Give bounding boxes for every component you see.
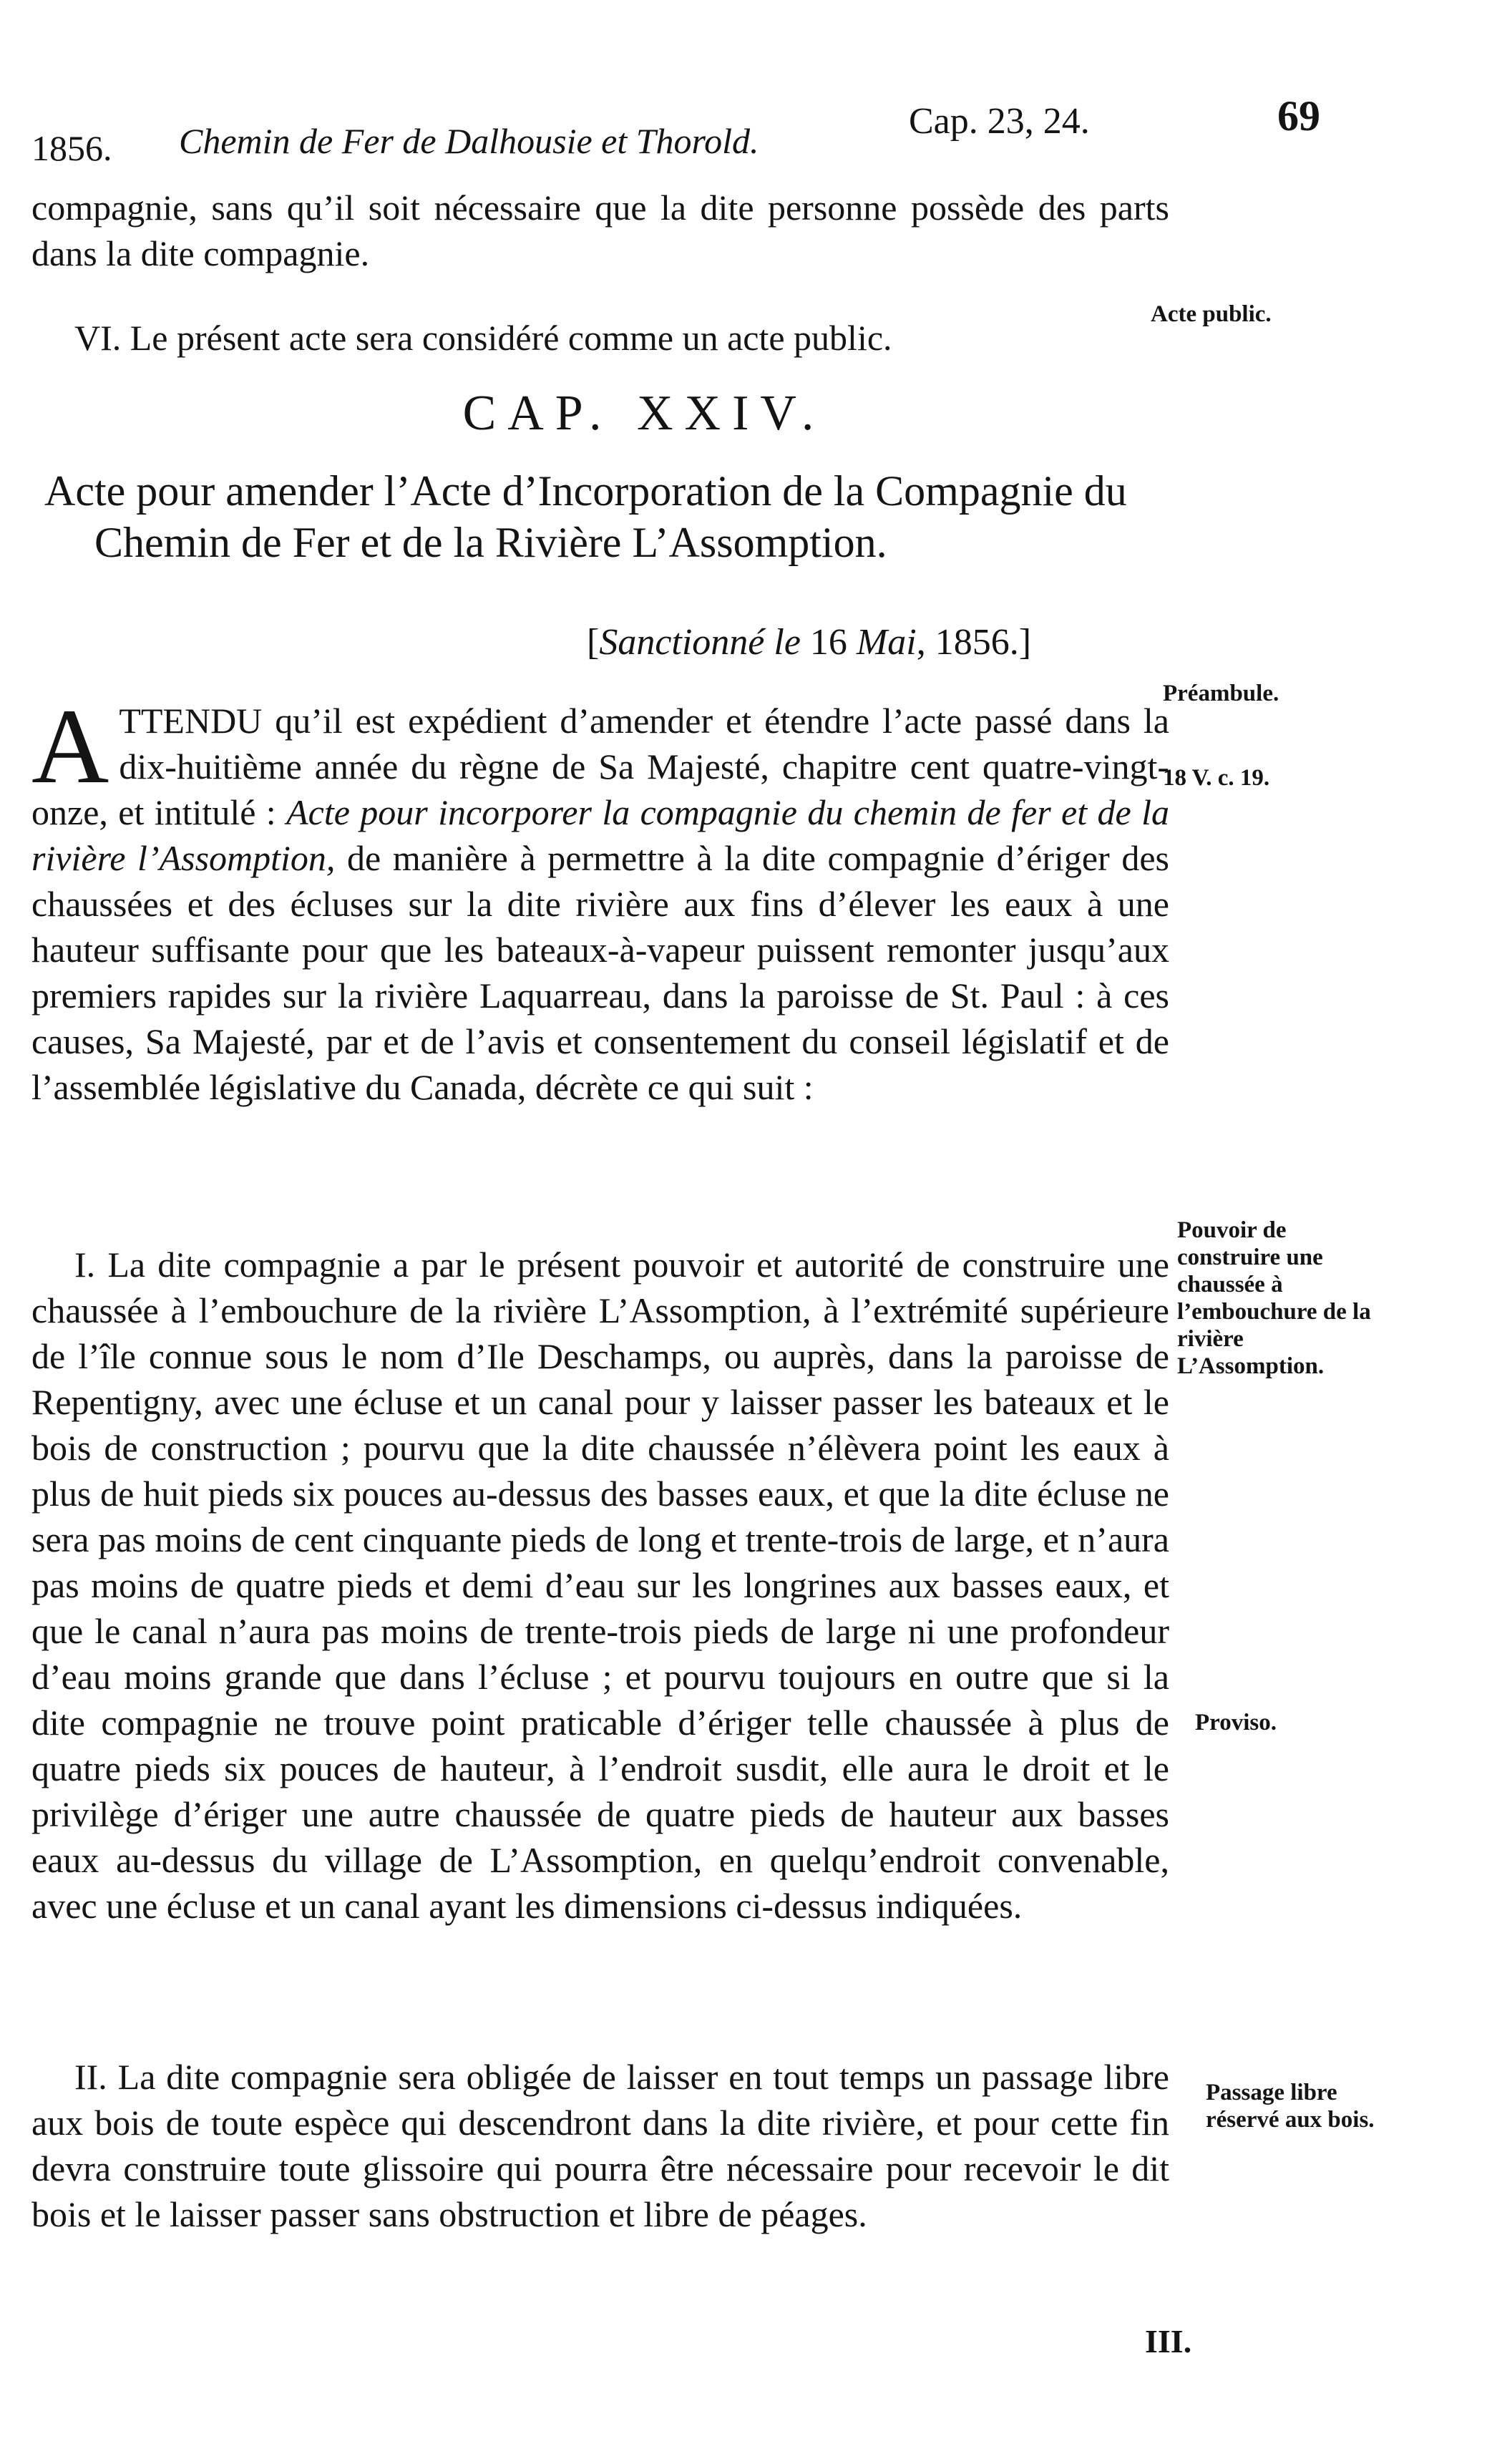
sanction-line [587, 621, 1031, 663]
sanction-year: , 1856.] [916, 622, 1032, 663]
act-title: Acte pour amender l’Acte d’Incorporation de la Compagnie du Chemin de Fer et de la Rivière L’Assomption. [44, 467, 1127, 566]
sanction-day: 16 [800, 622, 857, 663]
sanction-month: Mai [856, 622, 917, 663]
margin-note-acte-public: Acte public. [1151, 301, 1272, 327]
preamble-text-before: TTENDU qu’il est expédient d’amender et étendre l’acte passé dans la dix-huitième année du règne de Sa Majesté, chapitre cent quatre-vingt-onze, et intitulé : [31, 701, 1169, 832]
margin-note-pouvoir: Pouvoir de construire une chaussée à l’embouchure de la rivière L’Assomption. [1177, 1217, 1371, 1379]
sanction-italic: Sanctionné le [599, 622, 801, 663]
header-year: 1856. [31, 128, 112, 168]
margin-note-citation: 18 V. c. 19. [1163, 765, 1270, 791]
header-chapters: Cap. 23, 24. [909, 101, 1090, 142]
page-number: 69 [1277, 92, 1320, 140]
continuation-paragraph: compagnie, sans qu’il soit nécessaire que la dite personne possède des parts dans la dite compagnie. [31, 188, 1169, 273]
catchword: III. [1145, 2323, 1192, 2360]
margin-note-preambule: Préambule. [1163, 681, 1279, 706]
section-vi: VI. Le présent acte sera considéré comme un acte public. [74, 318, 892, 358]
margin-note-proviso: Proviso. [1195, 1710, 1277, 1735]
drop-cap: A [31, 687, 109, 806]
section-i: I. La dite compagnie a par le présent pouvoir et autorité de construire une chaussée à l’embouchure de la rivière L’Assomption, à l’extrémité supérieure de l’île connue sous le nom d’Ile Deschamps, ou auprès, dans la paroisse de Repentigny, avec une écluse et un canal pour y laisser passer les bateaux et le bois de construction ; pourvu que la dite chaussée n’élèvera point les eaux à plus de huit pieds six pouces au-dessus des basses eaux, et que la dite écluse ne sera pas moins de cent cinquante pieds de long et trente-trois de large, et n’aura pas moins de quatre pieds et demi d’eau sur les longrines aux basses eaux, et que le canal n’aura pas moins de trente-trois pieds de large ni une profondeur d’eau moins grande que dans l’écluse ; et pourvu toujours en outre que si la dite compagnie ne trouve point praticable d’ériger telle chaussée à plus de quatre pieds six pouces de hauteur, à l’endroit susdit, elle aura le droit et le privilège d’ériger une autre chaussée de quatre pieds de hauteur aux basses eaux au-dessus du village de L’Assomption, en quelqu’endroit convenable, avec une écluse et un canal ayant les dimensions ci-dessus indiquées. [31, 1245, 1169, 1926]
sanction-open: [ [587, 622, 600, 663]
preamble-cited-act-title: Acte pour incorporer la compagnie du chemin de fer et de la rivière l’Assomption, [31, 792, 1169, 878]
chapter-heading: CAP. XXIV. [462, 386, 826, 441]
preamble-text-after: de manière à permettre à la dite compagnie d’ériger des chaussées et des écluses sur la dite rivière aux fins d’élever les eaux à une hauteur suffisante pour que les bateaux-à-vapeur puissent remonter jusqu’aux premiers rapides sur la rivière Laquarreau, dans la paroisse de St. Paul : à ces causes, Sa Majesté, par et de l’avis et consentement du conseil législatif et de l’assemblée législative du Canada, décrète ce qui suit : [31, 838, 1169, 1107]
margin-note-passage: Passage libre réservé aux bois. [1206, 2080, 1375, 2133]
running-title: Chemin de Fer de Dalhousie et Thorold. [179, 121, 759, 161]
preamble-paragraph [31, 687, 1169, 1110]
section-ii: II. La dite compagnie sera obligée de laisser en tout temps un passage libre aux bois de toute espèce qui descendront dans la dite rivière, et pour cette fin devra construire toute glissoire qui pourra être nécessaire pour recevoir le dit bois et le laisser passer sans obstruction et libre de péages. [31, 2057, 1169, 2234]
